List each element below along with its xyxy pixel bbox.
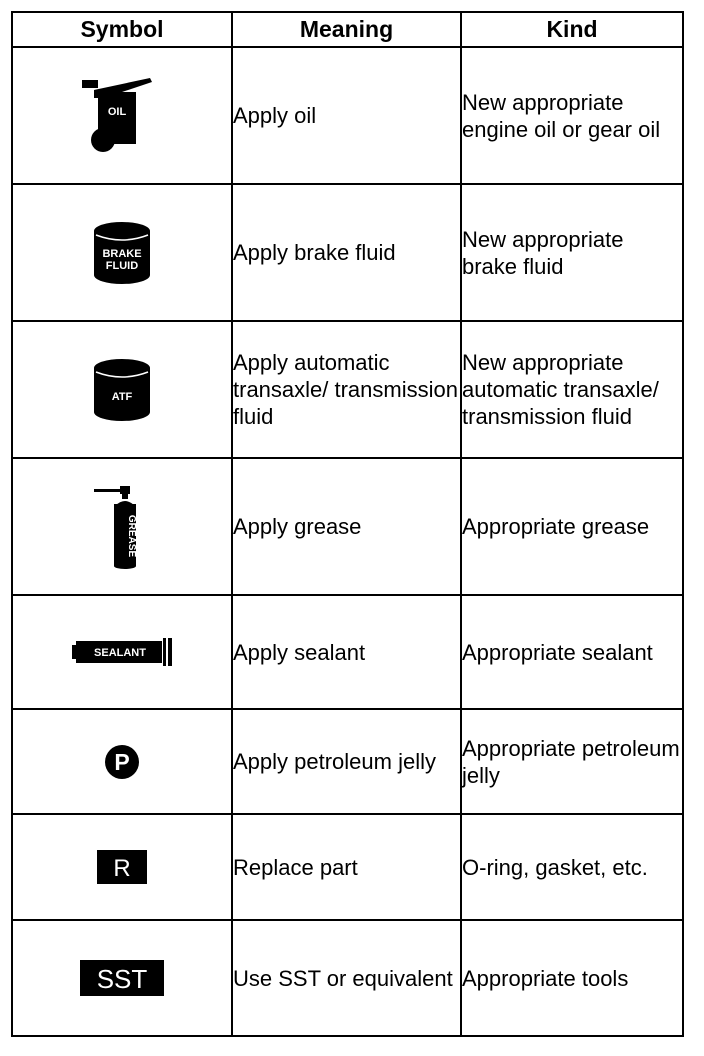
brake-icon-label-2: FLUID — [105, 259, 139, 272]
kind-cell: Appropriate petroleum jelly — [461, 709, 683, 814]
kind-cell: New appropriate brake fluid — [461, 184, 683, 321]
table-row — [12, 920, 683, 1036]
meaning-cell: Apply automatic transaxle/ transmission fluid — [232, 321, 461, 458]
table-row — [12, 595, 683, 709]
symbol-cell — [12, 321, 232, 458]
symbol-cell — [12, 184, 232, 321]
grease-spray-icon — [92, 484, 152, 570]
oil-icon-label: OIL — [107, 105, 127, 118]
table-row — [12, 47, 683, 184]
kind-cell: Appropriate sealant — [461, 595, 683, 709]
meaning-cell: Apply grease — [232, 458, 461, 595]
header-symbol: Symbol — [12, 12, 232, 47]
kind-cell: Appropriate tools — [461, 920, 683, 1036]
atf-can-icon — [87, 356, 157, 424]
meaning-cell: Apply oil — [232, 47, 461, 184]
replace-box-icon — [96, 849, 148, 885]
meaning-cell: Apply sealant — [232, 595, 461, 709]
kind-cell: Appropriate grease — [461, 458, 683, 595]
table-row — [12, 184, 683, 321]
kind-cell: O-ring, gasket, etc. — [461, 814, 683, 920]
brake-icon-label-1: BRAKE — [102, 247, 142, 260]
sst-icon-label: SST — [96, 964, 148, 994]
header-meaning: Meaning — [232, 12, 461, 47]
atf-icon-label: ATF — [111, 390, 133, 403]
table-row — [12, 814, 683, 920]
symbol-cell — [12, 458, 232, 595]
meaning-cell: Use SST or equivalent — [232, 920, 461, 1036]
symbol-cell — [12, 47, 232, 184]
meaning-cell: Apply brake fluid — [232, 184, 461, 321]
kind-cell: New appropriate engine oil or gear oil — [461, 47, 683, 184]
grease-icon-label: GREASE — [126, 514, 137, 557]
replace-icon-label: R — [113, 855, 131, 882]
kind-cell: New appropriate automatic transaxle/ transmission fluid — [461, 321, 683, 458]
brake-fluid-can-icon — [87, 219, 157, 287]
table-row — [12, 321, 683, 458]
sealant-tube-icon — [70, 635, 174, 669]
symbol-legend-table — [11, 11, 684, 1037]
table-header-row — [12, 12, 683, 47]
sealant-icon-label: SEALANT — [94, 647, 146, 659]
table-row — [12, 458, 683, 595]
symbol-cell — [12, 814, 232, 920]
symbol-cell — [12, 709, 232, 814]
meaning-cell: Apply petroleum jelly — [232, 709, 461, 814]
symbol-cell — [12, 920, 232, 1036]
symbol-cell — [12, 595, 232, 709]
header-kind: Kind — [461, 12, 683, 47]
sst-box-icon — [79, 959, 165, 997]
petroleum-jelly-circle-icon — [103, 743, 141, 781]
table-row — [12, 709, 683, 814]
meaning-cell: Replace part — [232, 814, 461, 920]
oil-can-icon — [72, 76, 172, 156]
petroleum-icon-label: P — [114, 748, 130, 775]
